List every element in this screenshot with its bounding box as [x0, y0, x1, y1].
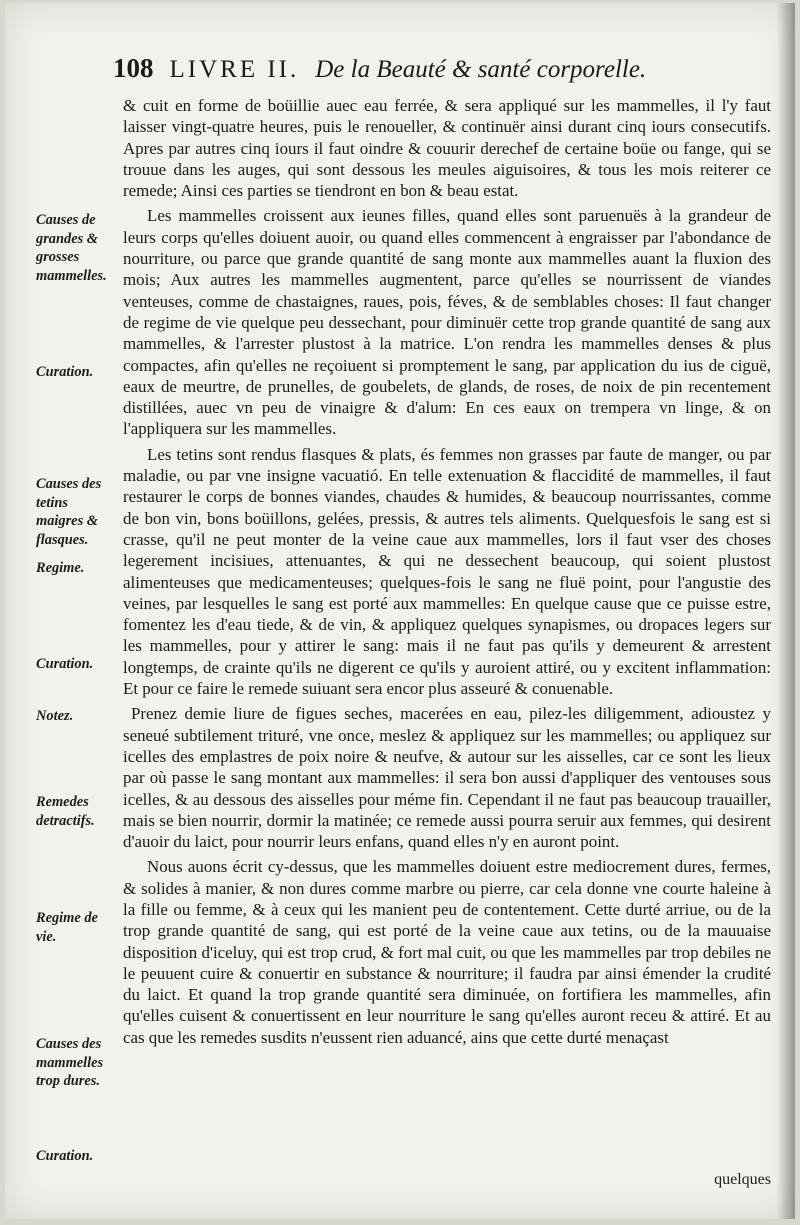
running-header [113, 53, 673, 84]
book-page [5, 3, 795, 1219]
running-title: De la Beauté & santé corporelle. [315, 56, 647, 83]
margin-note-regime-1: Regime. [36, 560, 85, 576]
paragraph-2: Les mammelles croissent aux ieunes filles, quand elles sont paruenuës à la grandeur de leurs corps qu'elles doiuent auoir, ou quand elles commencent à engraisser par l'abondance de nourriture, ou parce que grande quantité de sang monte aux mammelles auant la fluxion des mois; Aux autres les mammelles augmentent, parce qu'elles se nourrissent de viandes venteuses, comme de chastaignes, raues, pois, féves, & de semblables choses: Il faut changer de regime de vie quelque peu dessechant, pour diminuër cette trop grande quantité de sang aux mammelles, & l'arrester plustost à la matrice. L'on rendra les mammelles denses & plus compactes, afin qu'elles ne reçoiuent si promptement le sang, par application du ius de ciguë, eaux de meurtre, de prunelles, de goubelets, de glands, de roses, de noix de pin recentement distillées, auec vn peu de vinaigre & d'alum: En ces eaux on trempera vn linge, & on l'appliquera sur les mammelles. [123, 206, 771, 439]
margin-note-curation-1: Curation. [36, 364, 94, 380]
paragraph-3: Les tetins sont rendus flasques & plats, és femmes non grasses par faute de manger, ou par maladie, ou par vne insigne vacuatió. En telle extenuation & flaccidité de mammelles, il faut restaurer le corps de bonnes viandes, chaudes & humides, & beaucoup nourrissantes, comme de bon vin, bons boüillons, gelées, pressis, & autres tels aliments. Quelquesfois le sang est si crasse, qu'il ne peut monter de la veine caue aux mammelles, lors il faut vser des choses legerement incisiues, attenuantes, & qui ne dessechent beaucoup, qui soient plustost alimenteuses que medicamenteuses; quelques-fois le sang ne fluë point, pour l'angustie des veines, par lesquelles le sang est porté aux mammelles: En quelque cause que ce puisse estre, fomentez les d'eau tiede, & de vin, & appliquez quelques synapismes, ou dropaces legers sur les mammelles, pour y attirer le sang: mais il ne faut pas qu'ils y demeurent & arrestent longtemps, de crainte qu'ils ne digerent ce qu'ils y auroient attiré, ou y excitent inflammation: Et pour ce faire le remede suiuant sera encor plus asseuré & conuenable. [123, 444, 771, 699]
page-number: 108 [113, 53, 154, 83]
margin-note-causes-flasques: Causes des tetins maigres & flasques. [36, 476, 102, 548]
paragraph-1: & cuit en forme de boüillie auec eau ferrée, & sera appliqué sur les mammelles, il l'y faut laisser vingt-quatre heures, puis le renoueller, & continuër ainsi durant cinq iours consecutifs. Apres par autres cinq iours il faut oindre & couurir derechef de certaine boüe ou fange, qui se trouue dans les auges, qui sont dessous les meules aiguisoires, & tous les mois reiterer ce remede; Ainsi ces parties se tiendront en bon & beau estat. [123, 96, 771, 201]
page-gutter-shadow [777, 3, 795, 1219]
margin-note-curation-3: Curation. [36, 1148, 94, 1164]
margin-note-remedes: Remedes detractifs. [36, 794, 95, 829]
margin-note-regime-vie: Regime de vie. [36, 910, 98, 945]
main-text [123, 95, 771, 1048]
paragraph-5: Nous auons écrit cy-dessus, que les mammelles doiuent estre mediocrement dures, fermes, & solides à manier, & non dures comme marbre ou pierre, car cela donne vne courte haleine à la fille ou femme, & à ceux qui les manient peu de contentement. Cette durté arriue, ou de la trop grande quantité de sang, qui est porté de la veine caue aux tetins, ou de la mauuaise disposition d'iceluy, qui est trop crud, & fort mal cuit, ou que les mammelles par trop debiles ne le peuuent cuire & conuertir en substance & nourriture; il faudra par ainsi émender la crudité du laict. Et quand la trop grande quantité sera diminuée, on fortifiera les mammelles, afin qu'elles cuisent & conuertissent en leur nourriture le sang qu'elles auront receu & attiré. Et au cas que les remedes susdits n'eussent rien aduancé, ains que cette durté menaçast [123, 857, 771, 1047]
catchword: quelques [714, 1171, 771, 1188]
margin-note-curation-2: Curation. [36, 656, 94, 672]
margin-note-causes-grandes: Causes de grandes & grosses mammelles. [36, 212, 107, 284]
margin-note-causes-dures: Causes des mammelles trop dures. [36, 1036, 104, 1089]
paragraph-4: Prenez demie liure de figues seches, macerées en eau, pilez-les diligemment, adioustez y seneué subtilement trituré, vne once, meslez & appliquez sur les mammelles; ou appliquez sur icelles des emplastres de poix noire & neufve, & autour sur les aisselles, car ce sont les lieux par où passe le sang montant aux mammelles: il sera bon aussi d'appliquer des ventouses sous icelles, & au dessous des aisselles pour méme fin. Cependant il ne faut pas beaucoup trauailler, mais se bien nourrir, dormir la matinée; ce remede aussi pourra seruir aux femmes, qui desirent d'auoir du laict, pour nourrir leurs enfans, quand elles n'y en auront point. [123, 704, 771, 852]
book-number: LIVRE II. [169, 56, 300, 83]
margin-note-notez: Notez. [36, 708, 74, 724]
